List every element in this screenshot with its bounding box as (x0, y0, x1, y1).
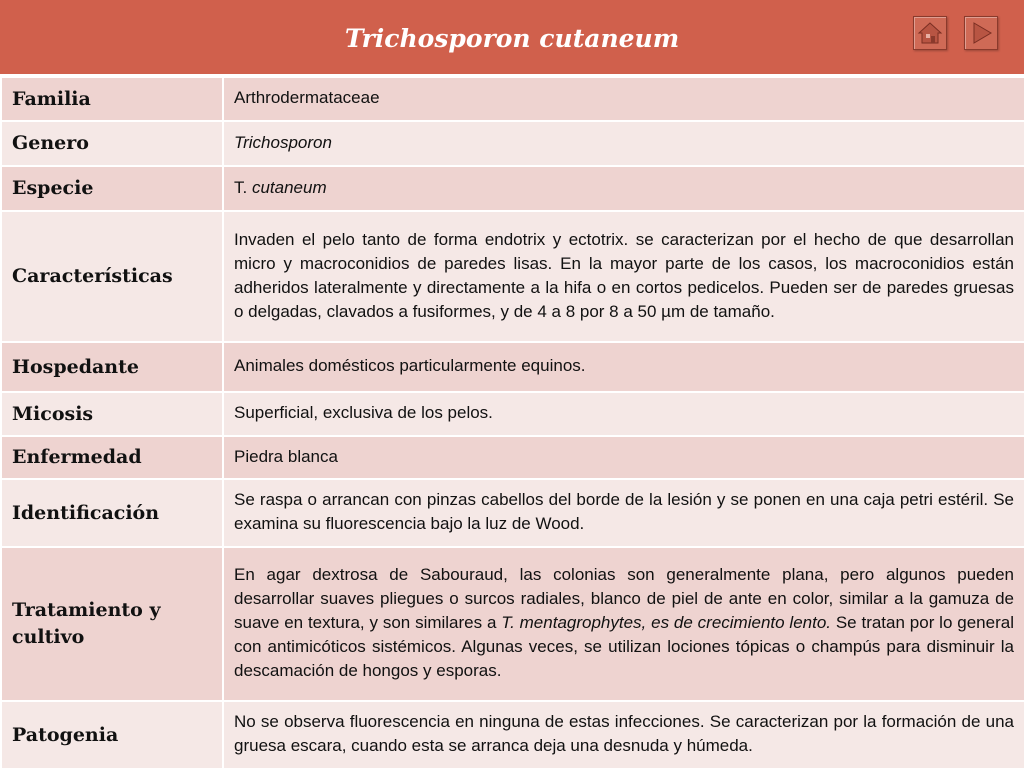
table-row-genero (1, 121, 1024, 166)
home-icon (914, 17, 946, 49)
table-row-patogenia (1, 701, 1024, 769)
species-prefix: T. (234, 177, 252, 197)
row-value: No se observa fluorescencia en ninguna de estas infecciones. Se caracterizan por la formación de una gruesa escara, cuando esta se arranca deja una desnuda y húmeda. (223, 701, 1024, 769)
table-row-caracteristicas (1, 211, 1024, 342)
next-button[interactable] (964, 16, 998, 50)
row-label: Características (1, 211, 223, 342)
genus-name: Trichosporon (234, 132, 332, 152)
table-row-hospedante (1, 342, 1024, 392)
row-label: Identificación (1, 479, 223, 547)
table-row-enfermedad (1, 436, 1024, 479)
row-value: Superficial, exclusiva de los pelos. (223, 392, 1024, 436)
row-label: Especie (1, 166, 223, 211)
row-value: Arthrodermataceae (223, 77, 1024, 121)
row-label: Genero (1, 121, 223, 166)
row-label: Familia (1, 77, 223, 121)
row-value: Invaden el pelo tanto de forma endotrix y ectotrix. se caracterizan por el hecho de que desarrollan micro y macroconidios de paredes lisas. En la mayor parte de los casos, los macroconidios están adheridos lateralmente y directamente a la hifa o en cortos pedicelos. Pueden ser de paredes gruesas o delgadas, clavados a fusiformes, y de 4 a 8 por 8 a 50 µm de tamaño. (223, 211, 1024, 342)
table-row-identificacion (1, 479, 1024, 547)
row-label: Tratamiento y cultivo (1, 547, 223, 701)
treatment-text-2: Se tratan por lo general con antimicóticos sistémicos. Algunas veces, se utilizan lociones tópicas o champús para disminuir la descamación de hongos y esporas. (234, 613, 1014, 680)
info-table (0, 76, 1024, 770)
row-value (223, 547, 1024, 701)
treatment-text-1: En agar dextrosa de Sabouraud, las colonias son generalmente plana, pero algunos pueden desarrollar suaves pliegues o surcos radiales, blanco de piel de ante en color, similar a la gamuza de suave en textura, y son similares a (234, 565, 1014, 632)
row-label: Enfermedad (1, 436, 223, 479)
table-row-especie (1, 166, 1024, 211)
row-value: Animales domésticos particularmente equinos. (223, 342, 1024, 392)
treatment-text-italic: T. mentagrophytes, es de crecimiento lento. (501, 613, 831, 632)
row-value (223, 121, 1024, 166)
table-row-familia (1, 77, 1024, 121)
play-next-icon (965, 17, 997, 49)
species-epithet: cutaneum (251, 177, 327, 197)
row-label: Patogenia (1, 701, 223, 769)
row-label: Hospedante (1, 342, 223, 392)
row-value (223, 166, 1024, 211)
row-label: Micosis (1, 392, 223, 436)
table-row-tratamiento (1, 547, 1024, 701)
home-button[interactable] (913, 16, 947, 50)
page-title: Trichosporon cutaneum (344, 24, 680, 53)
header-bar (0, 0, 1024, 76)
row-value: Se raspa o arrancan con pinzas cabellos del borde de la lesión y se ponen en una caja petri estéril. Se examina su fluorescencia bajo la luz de Wood. (223, 479, 1024, 547)
row-value: Piedra blanca (223, 436, 1024, 479)
table-row-micosis (1, 392, 1024, 436)
